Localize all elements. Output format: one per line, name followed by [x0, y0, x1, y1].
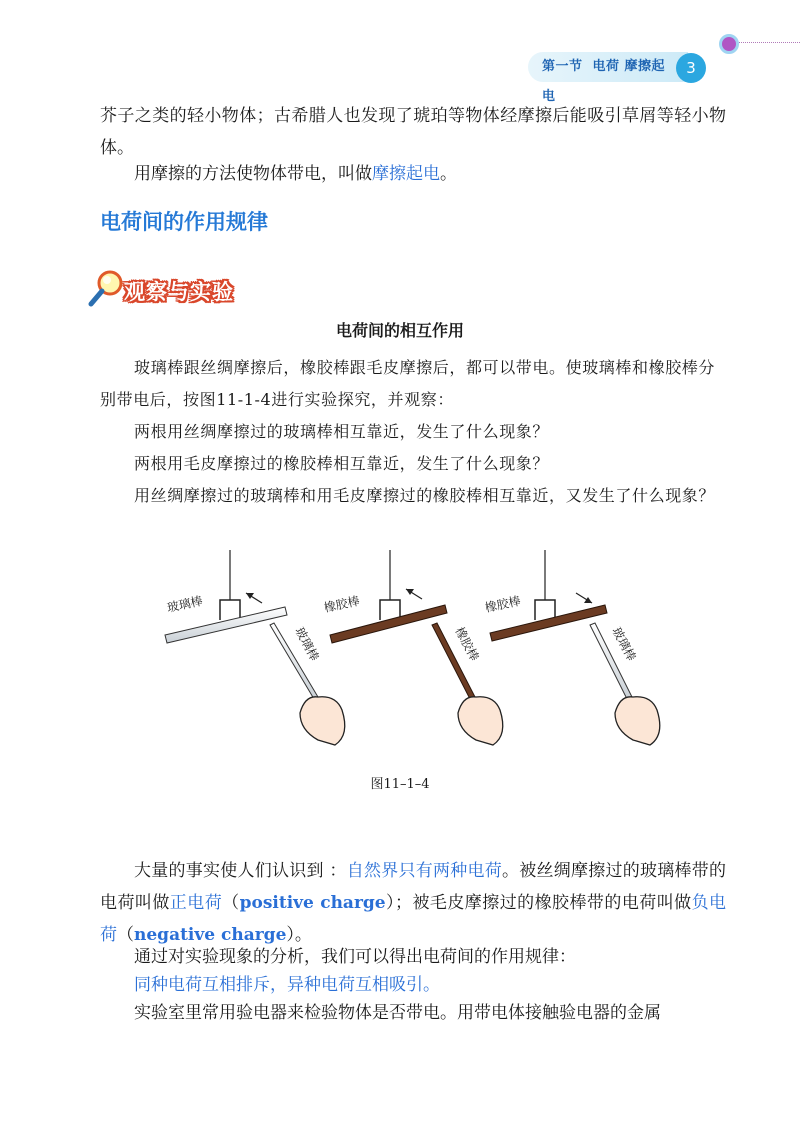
charge-law: 同种电荷互相排斥，异种电荷互相吸引。 [134, 975, 440, 995]
analysis-paragraph: 通过对实验现象的分析，我们可以得出电荷间的作用规律： [134, 947, 576, 967]
friction-suffix: 。 [440, 164, 457, 184]
question-1: 两根用丝绸摩擦过的玻璃棒相互靠近，发生了什么现象？ [134, 422, 550, 441]
running-header [528, 52, 688, 104]
conclusion-paragraph: 大量的事实使人们认识到 ：自然界只有两种电荷。被丝绸摩擦过的玻璃棒带的电荷叫做正电荷（positive charge）；被毛皮摩擦过的橡胶棒带的电荷叫做负电荷（negative charge）。 [100, 861, 727, 945]
negative-charge-en: negative charge [134, 925, 287, 945]
panel2-hanging-label: 橡胶棒 [322, 593, 361, 615]
panel-rubber-glass [484, 550, 660, 745]
conclusion-text-d: 。 [294, 925, 312, 945]
section-title: 电荷间的作用规律 [100, 210, 268, 234]
panel2-held-label: 橡胶棒 [452, 624, 482, 664]
magnifier-icon [88, 268, 128, 308]
panel3-hanging-label: 橡胶棒 [483, 593, 522, 615]
panel1-hanging-label: 玻璃棒 [165, 593, 204, 615]
friction-paragraph [100, 158, 726, 190]
hand-icon [458, 697, 503, 745]
conclusion-text-b: 。被丝绸摩擦过的玻璃棒带的电荷叫做 [100, 861, 727, 913]
conclusion-text-c: ；被毛皮摩擦过的橡胶棒带的电荷叫做 [395, 893, 692, 913]
hand-icon [615, 697, 660, 745]
question-2: 两根用毛皮摩擦过的橡胶棒相互靠近，发生了什么现象？ [134, 454, 550, 473]
header-section: 第一节 [542, 59, 583, 74]
figure-caption: 图11–1–4 [370, 777, 430, 792]
header-dot-icon [719, 34, 739, 54]
positive-charge-term: 正电荷 [169, 893, 223, 913]
intro-paragraph: 芥子之类的轻小物体；古希腊人也发现了琥珀等物体经摩擦后能吸引草屑等轻小物体。 [100, 106, 726, 158]
panel-rubber-rubber [323, 550, 503, 745]
experiment-title: 电荷间的相互作用 [335, 321, 464, 340]
friction-term: 摩擦起电 [372, 164, 440, 184]
header-topic: 电荷 摩擦起电 [542, 59, 666, 104]
page-number: 3 [676, 53, 706, 83]
panel1-held-label: 玻璃棒 [292, 624, 322, 664]
figure-11-1-4 [150, 545, 670, 760]
observe-label: 观察与实验 [124, 280, 234, 304]
positive-charge-en: positive charge [239, 893, 386, 913]
friction-text: 用摩擦的方法使物体带电，叫做 [134, 164, 372, 184]
hand-icon [300, 697, 345, 745]
question-3: 用丝绸摩擦过的玻璃棒和用毛皮摩擦过的橡胶棒相互靠近，又发生了什么现象？ [134, 486, 716, 505]
negative-charge-term: 负电荷 [100, 893, 727, 945]
two-charges-term: 自然界只有两种电荷 [346, 861, 502, 881]
conclusion-text-a: 大量的事实使人们认识到 ： [134, 861, 347, 881]
electroscope-paragraph: 实验室里常用验电器来检验物体是否带电。用带电体接触验电器的金属 [134, 1003, 661, 1023]
experiment-paragraph: 玻璃棒跟丝绸摩擦后，橡胶棒跟毛皮摩擦后，都可以带电。使玻璃棒和橡胶棒分别带电后，按图11-1-4进行实验探究，并观察： [100, 358, 716, 409]
panel3-held-label: 玻璃棒 [609, 624, 639, 664]
panel-glass-glass [165, 550, 345, 745]
